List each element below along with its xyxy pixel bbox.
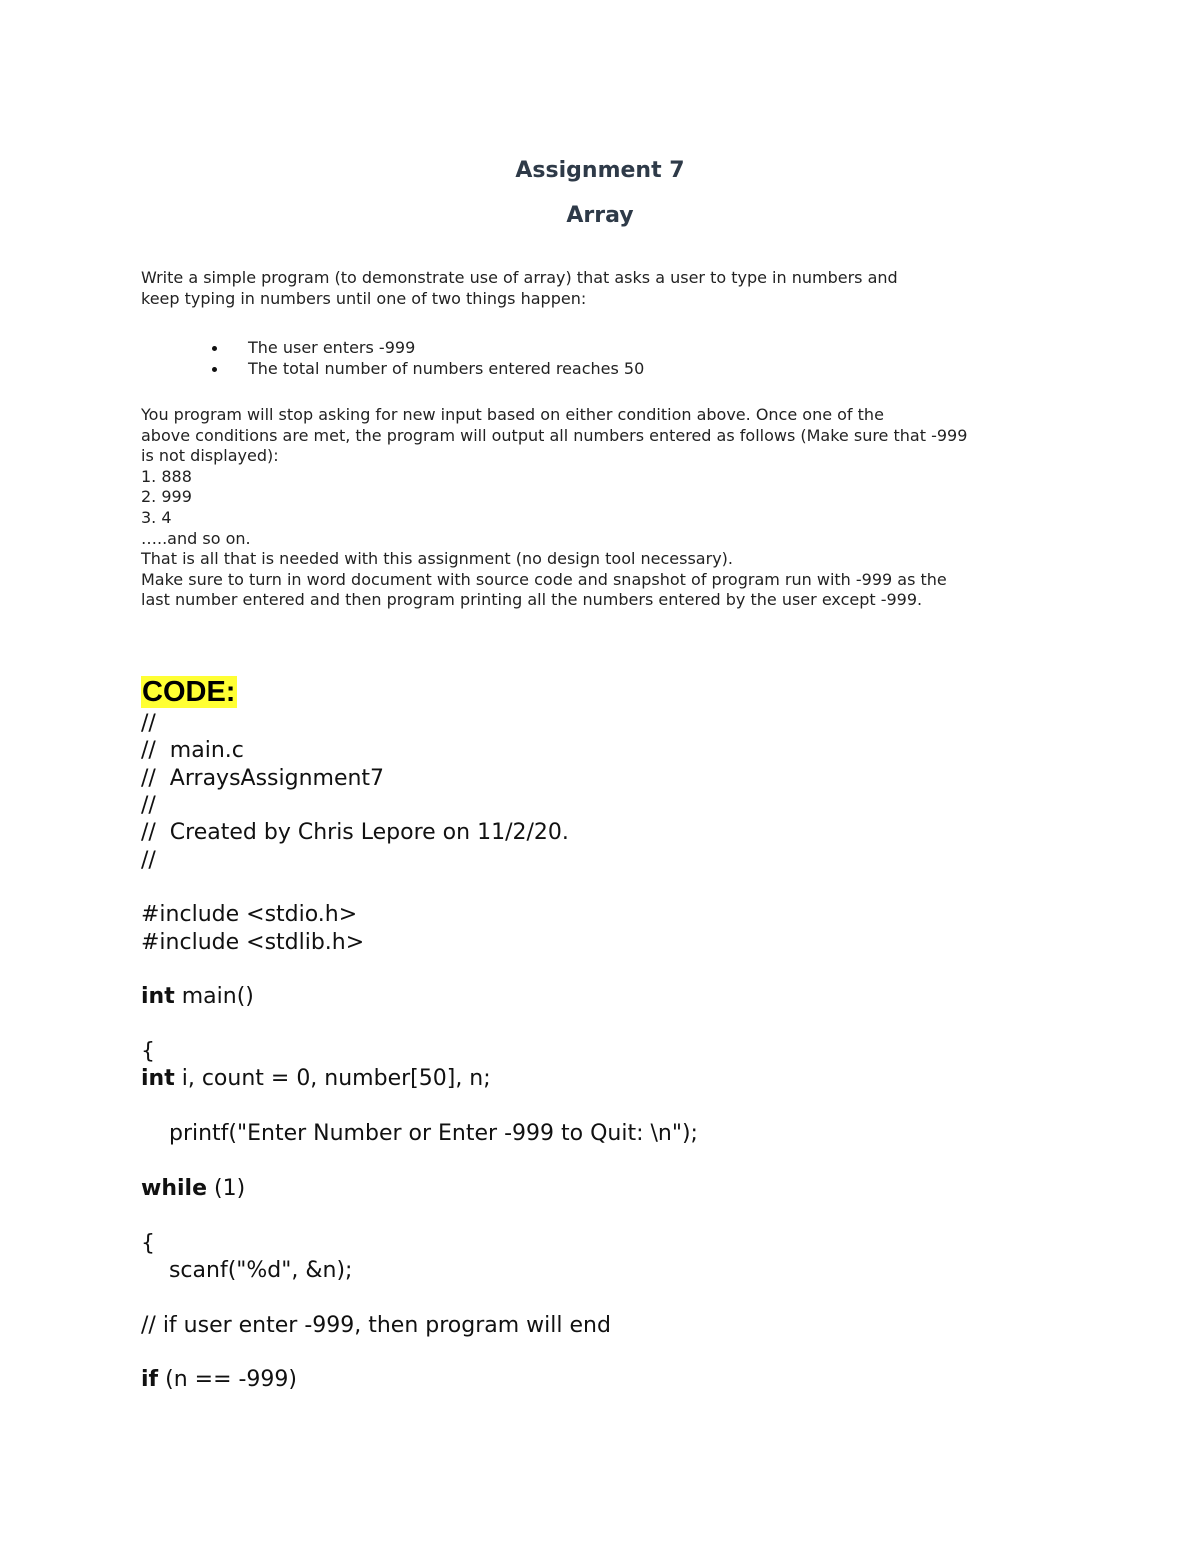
code-line xyxy=(141,956,698,983)
text-line: Write a simple program (to demonstrate use of array) that asks a user to type in numbers and xyxy=(141,268,898,287)
text-line: is not displayed): xyxy=(141,446,279,466)
code-line: scanf("%d", &n); xyxy=(141,1257,353,1283)
code-line: // xyxy=(141,793,156,819)
code-text: main() xyxy=(174,984,254,1010)
code-line: // xyxy=(141,847,156,873)
code-line xyxy=(141,874,698,901)
code-line: { xyxy=(141,1039,155,1065)
list-item xyxy=(212,338,644,359)
code-line: // if user enter -999, then program will end xyxy=(141,1312,611,1338)
list-item-text: The total number of numbers entered reaches 50 xyxy=(248,358,645,378)
code-line: // main.c xyxy=(141,738,244,764)
code-line xyxy=(141,1065,698,1092)
text-line: last number entered and then program printing all the numbers entered by the user except -999. xyxy=(141,590,923,610)
text-line: You program will stop asking for new input based on either condition above. Once one of the xyxy=(141,405,884,424)
text-line: That is all that is needed with this assignment (no design tool necessary). xyxy=(141,549,733,569)
code-line: // Created by Chris Lepore on 11/2/20. xyxy=(141,820,569,846)
text-line: 1. 888 xyxy=(141,466,192,486)
code-heading xyxy=(141,674,237,710)
code-keyword: if xyxy=(141,1367,159,1393)
code-heading-label: CODE: xyxy=(142,676,236,708)
instructions-paragraph xyxy=(141,405,1061,611)
code-line xyxy=(141,1148,698,1175)
text-line: above conditions are met, the program will output all numbers entered as follows (Make sure that -999 xyxy=(141,425,968,445)
code-line xyxy=(141,1175,698,1202)
code-line: { xyxy=(141,1230,155,1256)
bullet-icon xyxy=(212,346,217,351)
code-line: #include <stdlib.h> xyxy=(141,929,365,955)
code-text: (n == -999) xyxy=(158,1367,298,1393)
code-line xyxy=(141,1011,698,1038)
code-keyword: int xyxy=(141,1066,175,1092)
code-keyword: int xyxy=(141,984,175,1010)
list-item xyxy=(212,359,644,380)
list-item-text: The user enters -999 xyxy=(248,338,416,357)
text-line: …..and so on. xyxy=(141,528,251,548)
code-line xyxy=(141,983,698,1010)
code-line xyxy=(141,1202,698,1229)
code-text: (1) xyxy=(207,1175,246,1201)
code-text: i, count = 0, number[50], n; xyxy=(174,1066,491,1092)
text-line: Make sure to turn in word document with source code and snapshot of program run with -999 as the xyxy=(141,569,947,589)
code-line: printf("Enter Number or Enter -999 to Quit: \n"); xyxy=(141,1121,698,1147)
code-line xyxy=(141,1093,698,1120)
document-subtitle: Array xyxy=(566,203,634,228)
code-line xyxy=(141,1366,698,1393)
condition-list xyxy=(212,338,644,379)
code-line xyxy=(141,1284,698,1311)
code-line: // ArraysAssignment7 xyxy=(141,765,385,791)
bullet-icon xyxy=(212,367,217,372)
code-line: #include <stdio.h> xyxy=(141,902,358,928)
document-title: Assignment 7 xyxy=(515,158,685,183)
text-line: 2. 999 xyxy=(141,487,192,507)
code-line xyxy=(141,1339,698,1366)
text-line: 3. 4 xyxy=(141,507,172,527)
code-keyword: while xyxy=(141,1175,207,1201)
code-line: // xyxy=(141,711,156,736)
intro-paragraph xyxy=(141,268,1061,309)
text-line: keep typing in numbers until one of two things happen: xyxy=(141,288,587,308)
code-block xyxy=(141,710,698,1394)
